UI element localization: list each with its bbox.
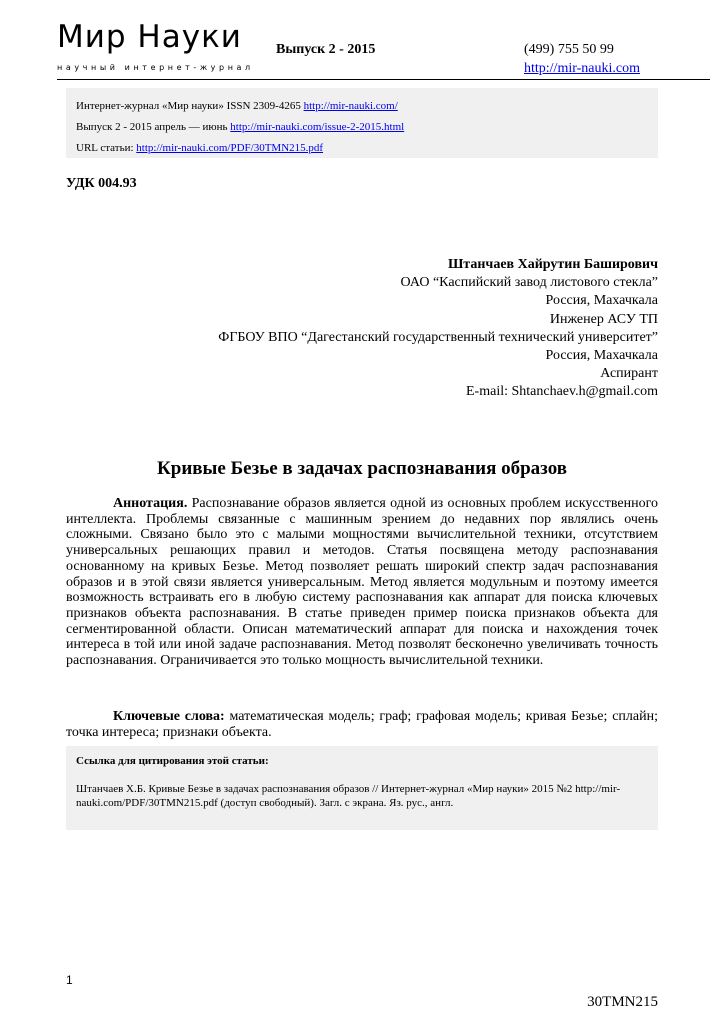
article-url-link[interactable]: http://mir-nauki.com/PDF/30TMN215.pdf bbox=[136, 142, 324, 154]
phone-number: (499) 755 50 99 bbox=[524, 42, 614, 57]
author-position: Инженер АСУ ТП bbox=[549, 311, 658, 327]
keywords-text: математическая модель; граф; графовая модель; кривая Безье; сплайн; точка интереса; признаки объекта. bbox=[66, 709, 658, 740]
citation-text: Штанчаев Х.Б. Кривые Безье в задачах распознавания образов // Интернет-журнал «Мир науки» 2015 №2 http://mir-nauki.com/PDF/30TMN215.pdf (доступ свободный). Загл. с экрана. Яз. рус., англ. bbox=[76, 783, 621, 809]
author-university: ФГБОУ ВПО “Дагестанский государственный технический университет” bbox=[218, 329, 658, 345]
author-affiliation: ОАО “Каспийский завод листового стекла” bbox=[400, 275, 658, 291]
udk-code: УДК 004.93 bbox=[66, 176, 137, 191]
info-line-url: URL статьи: http://mir-nauki.com/PDF/30TMN215.pdf bbox=[76, 142, 324, 154]
journal-tagline: научный интернет-журнал bbox=[57, 63, 254, 72]
author-email: E-mail: Shtanchaev.h@gmail.com bbox=[466, 384, 658, 400]
abstract-text: Распознавание образов является одной из основных проблем искусственного интеллекта. Проблемы связанные с машинным зрением до недавних пор являлись очень сложными. Связано было это с малыми мощностями вычислительной техники, отсутствием универсальных решающих правил и методов. Статья посвящена методу распознавания основанному на кривых Безье. Метод позволяет решать широкий спектр задач распознавания образов и в этой связи является универсальным. Метод является модульным и поэтому имеется возможность встраивать его в любую систему распознавания как аппарат для поиска ключевых признаков объекта распознавания. В статье приведен пример поиска признаков объекта для сегментированной области. Описан математический аппарат для поиска и нахождения точек интереса в той или иной задаче распознавания. Метод позволят бесконечно увеличивать точность распознавания. Ограничивается это только мощность вычислительной техники. bbox=[66, 496, 658, 669]
author-status: Аспирант bbox=[600, 366, 658, 382]
keywords-paragraph bbox=[66, 709, 658, 740]
citation-title: Ссылка для цитирования этой статьи: bbox=[76, 755, 269, 767]
issue-link[interactable]: http://mir-nauki.com/issue-2-2015.html bbox=[230, 121, 405, 133]
author-location-2: Россия, Махачкала bbox=[545, 348, 658, 364]
keywords-label: Ключевые слова: bbox=[113, 709, 225, 724]
author-block bbox=[218, 256, 658, 402]
issue-label: Выпуск 2 - 2015 bbox=[276, 42, 376, 57]
author-name: Штанчаев Хайрутин Баширович bbox=[447, 257, 658, 272]
journal-logo: Мир Науки bbox=[57, 19, 242, 55]
info-line-issue: Выпуск 2 - 2015 апрель — июнь http://mir-nauki.com/issue-2-2015.html bbox=[76, 121, 405, 133]
site-link[interactable]: http://mir-nauki.com bbox=[524, 61, 640, 76]
citation-box bbox=[66, 746, 658, 830]
journal-link[interactable]: http://mir-nauki.com/ bbox=[303, 100, 398, 112]
article-title: Кривые Безье в задачах распознавания образов bbox=[157, 458, 567, 479]
header-divider bbox=[57, 79, 710, 80]
info-line-issn: Интернет-журнал «Мир науки» ISSN 2309-4265 http://mir-nauki.com/ bbox=[76, 100, 398, 112]
journal-info-box bbox=[66, 88, 658, 158]
author-location: Россия, Махачкала bbox=[545, 293, 658, 309]
page-number: 1 bbox=[66, 973, 73, 987]
article-code: 30TMN215 bbox=[587, 994, 658, 1010]
abstract-paragraph bbox=[66, 496, 658, 669]
abstract-label: Аннотация. bbox=[113, 496, 188, 511]
